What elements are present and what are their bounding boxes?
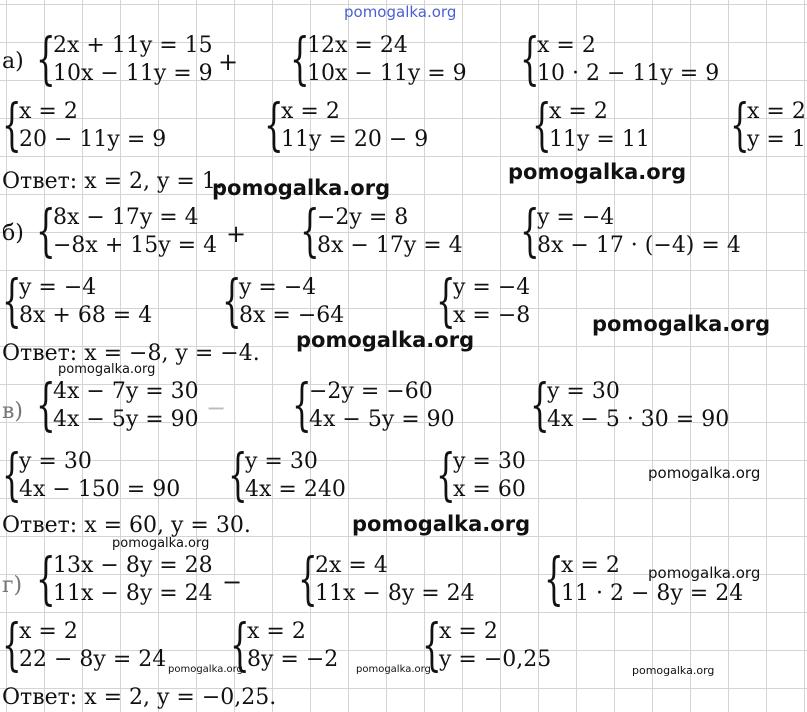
equation: 4x − 5y = 90 — [309, 407, 455, 432]
brace-icon: { — [532, 93, 552, 158]
system-v-4 — [2, 443, 181, 508]
brace-icon: { — [292, 373, 312, 438]
equation: 8y = −2 — [247, 647, 339, 672]
system-g-1 — [36, 547, 213, 612]
brace-icon: { — [230, 613, 250, 678]
operation-sign: + — [218, 48, 239, 76]
equation: y = 30 — [245, 449, 318, 474]
answer-a: Ответ: x = 2, y = 1. — [2, 169, 223, 194]
system-g-5 — [230, 613, 339, 678]
equation: 13x − 8y = 28 — [53, 553, 213, 578]
system-a-4 — [2, 93, 167, 158]
watermark: pomogalka.org — [648, 464, 761, 482]
watermark: pomogalka.org — [112, 536, 210, 551]
system-a-6 — [532, 93, 650, 158]
answer-v: Ответ: x = 60, y = 30. — [2, 513, 251, 538]
equation: y = 30 — [19, 449, 92, 474]
equation: 4x − 5y = 90 — [53, 407, 199, 432]
equation: x = −8 — [453, 303, 531, 328]
answer-b: Ответ: x = −8, y = −4. — [2, 341, 260, 366]
part-v-label: в) — [2, 399, 23, 424]
brace-icon: { — [436, 443, 456, 508]
brace-icon: { — [544, 547, 564, 612]
brace-icon: { — [222, 269, 242, 334]
equation: y = −4 — [239, 275, 317, 300]
equation: 4x − 150 = 90 — [19, 477, 181, 502]
equation: y = −4 — [537, 205, 615, 230]
system-v-1 — [36, 373, 199, 438]
equation: 11y = 11 — [549, 127, 650, 152]
system-a-7 — [730, 93, 806, 158]
watermark: pomogalka.org — [356, 664, 431, 675]
equation: y = 1 — [747, 127, 806, 152]
system-b-6 — [436, 269, 531, 334]
brace-icon: { — [730, 93, 750, 158]
equation: 11 · 2 − 8y = 24 — [561, 581, 744, 606]
equation: x = 2 — [281, 99, 340, 124]
brace-icon: { — [36, 199, 56, 264]
equation: 2x = 4 — [315, 553, 388, 578]
system-a-1 — [36, 27, 213, 92]
system-v-3 — [530, 373, 730, 438]
equation: 8x = −64 — [239, 303, 345, 328]
brace-icon: { — [36, 547, 56, 612]
operation-sign: − — [222, 568, 243, 596]
equation: 4x = 240 — [245, 477, 346, 502]
system-v-2 — [292, 373, 455, 438]
system-b-2 — [300, 199, 463, 264]
equation: y = 30 — [547, 379, 620, 404]
brace-icon: { — [436, 269, 456, 334]
system-a-2 — [290, 27, 467, 92]
equation: 20 − 11y = 9 — [19, 127, 167, 152]
equation: 10 · 2 − 11y = 9 — [537, 61, 720, 86]
equation: −2y = −60 — [309, 379, 433, 404]
brace-icon: { — [520, 27, 540, 92]
system-g-2 — [298, 547, 475, 612]
system-g-6 — [422, 613, 552, 678]
brace-icon: { — [228, 443, 248, 508]
equation: x = 2 — [19, 619, 78, 644]
equation: y = −0,25 — [439, 647, 552, 672]
equation: −8x + 15y = 4 — [53, 233, 218, 258]
system-v-6 — [436, 443, 526, 508]
equation: x = 2 — [561, 553, 620, 578]
equation: 4x − 7y = 30 — [53, 379, 199, 404]
brace-icon: { — [2, 269, 22, 334]
brace-icon: { — [2, 613, 22, 678]
equation: x = 2 — [537, 33, 596, 58]
header-watermark: pomogalka.org — [344, 3, 457, 21]
watermark: pomogalka.org — [296, 328, 475, 352]
equation: 10x − 11y = 9 — [53, 61, 213, 86]
brace-icon: { — [36, 373, 56, 438]
brace-icon: { — [530, 373, 550, 438]
brace-icon: { — [2, 93, 22, 158]
equation: 22 − 8y = 24 — [19, 647, 167, 672]
equation: 8x − 17 · (−4) = 4 — [537, 233, 741, 258]
brace-icon: { — [422, 613, 442, 678]
watermark: pomogalka.org — [58, 362, 156, 377]
part-b-label: б) — [2, 221, 24, 246]
equation: x = 2 — [439, 619, 498, 644]
equation: y = −4 — [19, 275, 97, 300]
equation: x = 2 — [747, 99, 806, 124]
equation: x = 60 — [453, 477, 526, 502]
answer-g: Ответ: x = 2, y = −0,25. — [2, 685, 277, 710]
brace-icon: { — [36, 27, 56, 92]
system-v-5 — [228, 443, 346, 508]
equation: 8x − 17y = 4 — [317, 233, 463, 258]
watermark: pomogalka.org — [168, 664, 243, 675]
equation: 11y = 20 − 9 — [281, 127, 429, 152]
watermark: pomogalka.org — [212, 176, 391, 200]
part-g-label: г) — [2, 573, 23, 598]
brace-icon: { — [290, 27, 310, 92]
operation-sign: − — [206, 394, 227, 422]
equation: 11x − 8y = 24 — [315, 581, 475, 606]
system-b-1 — [36, 199, 218, 264]
brace-icon: { — [298, 547, 318, 612]
brace-icon: { — [520, 199, 540, 264]
system-b-3 — [520, 199, 741, 264]
system-g-4 — [2, 613, 167, 678]
system-b-5 — [222, 269, 345, 334]
equation: x = 2 — [247, 619, 306, 644]
brace-icon: { — [264, 93, 284, 158]
watermark: pomogalka.org — [352, 512, 531, 536]
operation-sign: + — [226, 220, 247, 248]
system-a-5 — [264, 93, 429, 158]
equation: 8x + 68 = 4 — [19, 303, 153, 328]
brace-icon: { — [300, 199, 320, 264]
equation: y = −4 — [453, 275, 531, 300]
watermark: pomogalka.org — [632, 664, 715, 677]
equation: x = 2 — [549, 99, 608, 124]
part-a-label: а) — [2, 49, 24, 74]
equation: −2y = 8 — [317, 205, 409, 230]
equation: 2x + 11y = 15 — [53, 33, 213, 58]
brace-icon: { — [2, 443, 22, 508]
equation: 12x = 24 — [307, 33, 408, 58]
equation: 4x − 5 · 30 = 90 — [547, 407, 730, 432]
equation: 11x − 8y = 24 — [53, 581, 213, 606]
equation: 10x − 11y = 9 — [307, 61, 467, 86]
system-b-4 — [2, 269, 153, 334]
equation: 8x − 17y = 4 — [53, 205, 199, 230]
equation: y = 30 — [453, 449, 526, 474]
watermark: pomogalka.org — [508, 160, 687, 184]
watermark: pomogalka.org — [648, 564, 761, 582]
system-a-3 — [520, 27, 720, 92]
equation: x = 2 — [19, 99, 78, 124]
watermark: pomogalka.org — [592, 312, 771, 336]
